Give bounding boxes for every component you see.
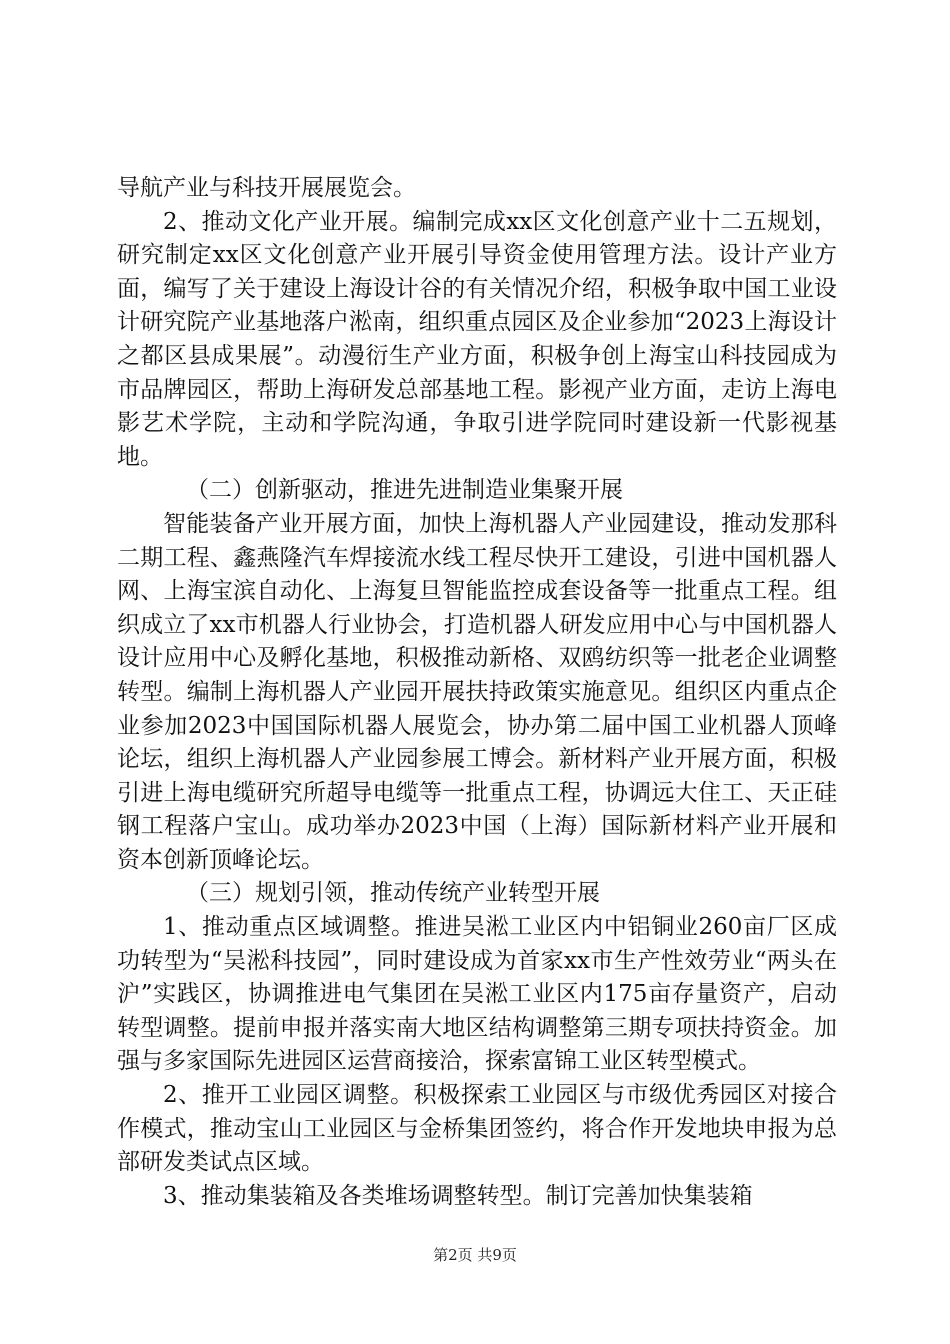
paragraph-key-region: 1、推动重点区域调整。推进吴淞工业区内中铝铜业260亩厂区成功转型为“吴淞科技园”，同时建设成为首家xx市生产性效劳业“两头在沪”实践区，协调推进电气集团在吴淞工业区内175亩存量资产，启动转型调整。提前申报并落实南大地区结构调整第三期专项扶持资金。加强与多家国际先进园区运营商接洽，探索富锦工业区转型模式。	[117, 914, 837, 1075]
section-heading-planning: （三）规划引领，推动传统产业转型开展	[186, 880, 600, 907]
paragraph-container-yard: 3、推动集装箱及各类堆场调整转型。制订完善加快集装箱	[163, 1182, 753, 1209]
paragraph-industrial-park: 2、推开工业园区调整。积极探索工业园区与市级优秀园区对接合作模式，推动宝山工业园区与金桥集团签约，将合作开发地块申报为总部研发类试点区域。	[117, 1082, 837, 1176]
paragraph-culture-industry: 2、推动文化产业开展。编制完成xx区文化创意产业十二五规划，研究制定xx区文化创意产业开展引导资金使用管理方法。设计产业方面，编写了关于建设上海设计谷的有关情况介绍，积极争取中国工业设计研究院产业基地落户淞南，组织重点园区及企业参加“2023上海设计之都区县成果展”。动漫衍生产业方面，积极争创上海宝山科技园成为市品牌园区，帮助上海研发总部基地工程。影视产业方面，走访上海电影艺术学院，主动和学院沟通，争取引进学院同时建设新一代影视基地。	[117, 208, 837, 470]
paragraph-intelligent-equipment: 智能装备产业开展方面，加快上海机器人产业园建设，推动发那科二期工程、鑫燕隆汽车焊接流水线工程尽快开工建设，引进中国机器人网、上海宝滨自动化、上海复旦智能监控成套设备等一批重点工程。组织成立了xx市机器人行业协会，打造机器人研发应用中心与中国机器人设计应用中心及孵化基地，积极推动新格、双鸥纺织等一批老企业调整转型。编制上海机器人产业园开展扶持政策实施意见。组织区内重点企业参加2023中国国际机器人展览会，协办第二届中国工业机器人顶峰论坛，组织上海机器人产业园参展工博会。新材料产业开展方面，积极引进上海电缆研究所超导电缆等一批重点工程，协调远大住工、天正硅钢工程落户宝山。成功举办2023中国（上海）国际新材料产业开展和资本创新顶峰论坛。	[117, 510, 837, 873]
paragraph-continuation: 导航产业与科技开展展览会。	[117, 175, 416, 201]
section-heading-innovation: （二）创新驱动，推进先进制造业集聚开展	[186, 477, 623, 504]
document-body	[117, 172, 837, 1213]
page-number-footer: 第2页 共9页	[433, 1246, 517, 1264]
